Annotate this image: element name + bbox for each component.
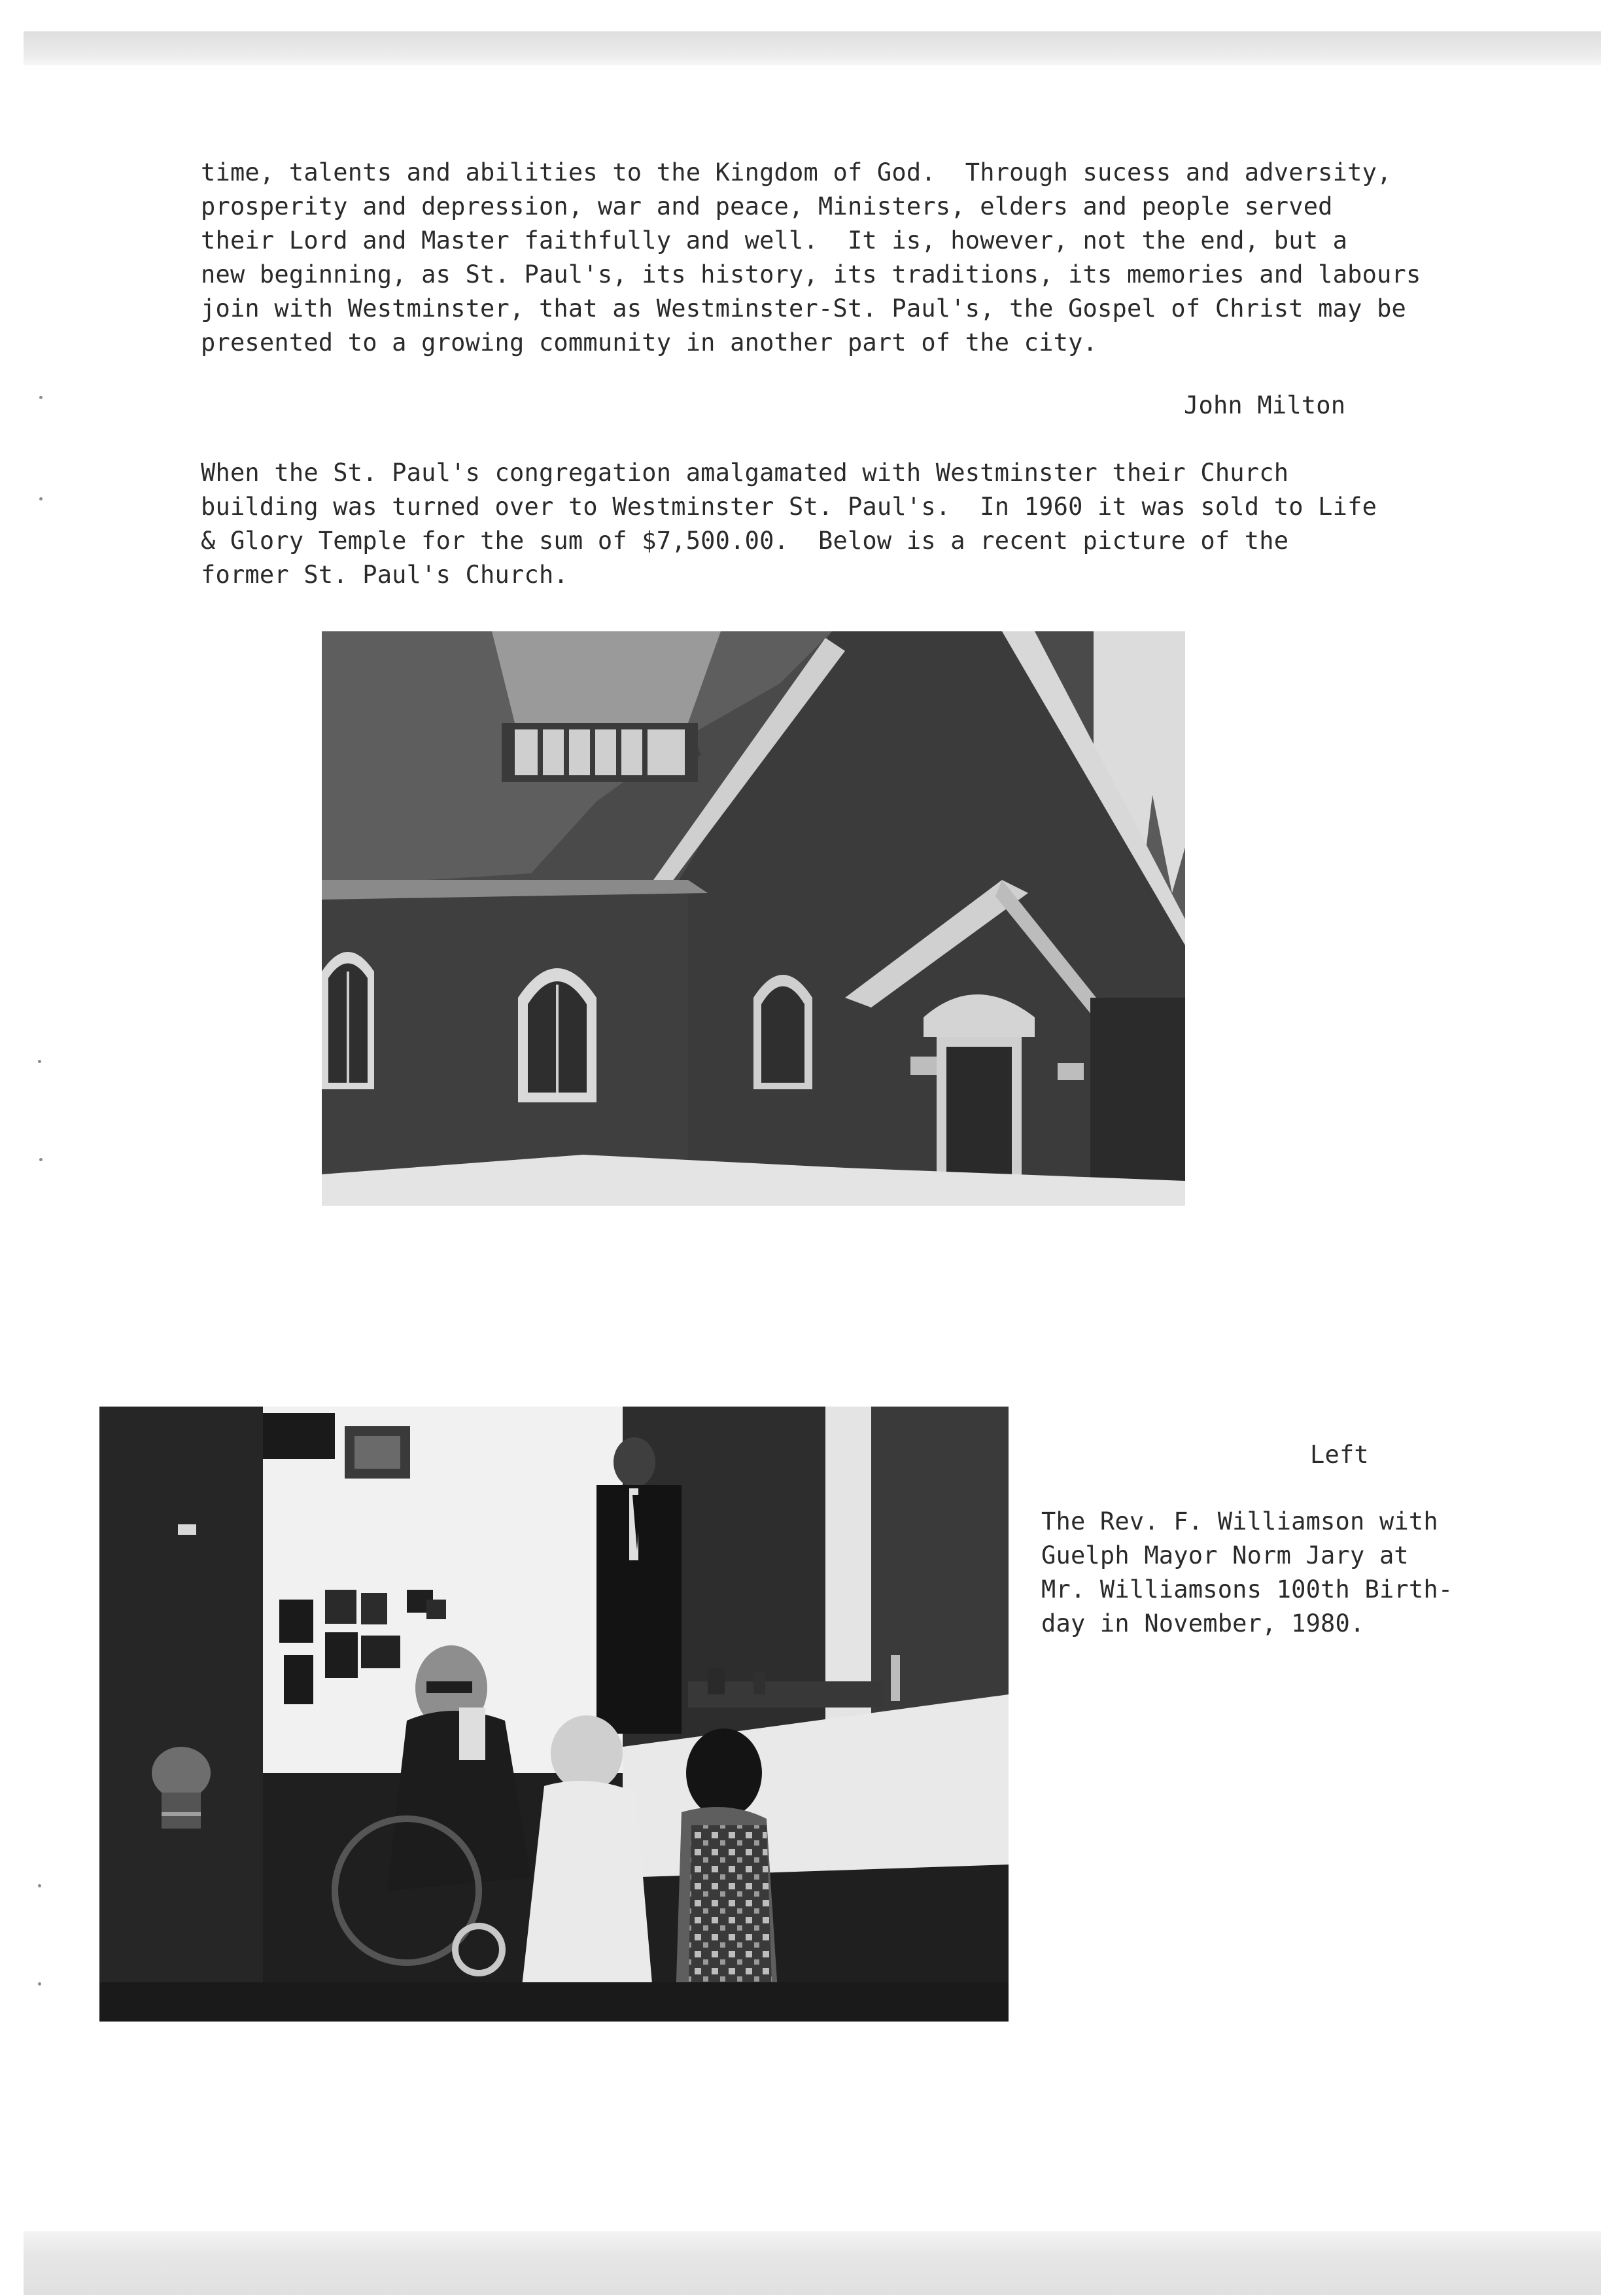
margin-speck — [39, 497, 43, 500]
intro-line: presented to a growing community in another part of the city. — [201, 328, 1098, 357]
photo-caption — [1041, 1505, 1453, 1641]
margin-speck — [38, 1884, 41, 1887]
sale-line: former St. Paul's Church. — [201, 561, 568, 589]
intro-line: join with Westminster, that as Westminster-St. Paul's, the Gospel of Christ may be — [201, 294, 1407, 323]
sale-line: & Glory Temple for the sum of $7,500.00. Below is a recent picture of the — [201, 527, 1289, 555]
scan-edge-top — [24, 31, 1601, 65]
photo-caption-heading: Left — [1310, 1441, 1369, 1469]
scan-edge-bottom — [24, 2231, 1601, 2295]
margin-speck — [39, 1158, 43, 1161]
caption-line: Guelph Mayor Norm Jary at — [1041, 1541, 1409, 1569]
sale-line: building was turned over to Westminster St. Paul's. In 1960 it was sold to Life — [201, 493, 1377, 521]
sale-line: When the St. Paul's congregation amalgamated with Westminster their Church — [201, 459, 1289, 487]
author-signature: John Milton — [1184, 391, 1346, 419]
intro-line: time, talents and abilities to the Kingdom of God. Through sucess and adversity, — [201, 158, 1392, 186]
church-photo — [322, 631, 1185, 1206]
intro-line: prosperity and depression, war and peace, Ministers, elders and people served — [201, 192, 1333, 220]
sale-paragraph — [201, 456, 1377, 592]
caption-line: The Rev. F. Williamson with — [1041, 1507, 1438, 1535]
intro-paragraph — [201, 156, 1421, 360]
caption-line: Mr. Williamsons 100th Birth- — [1041, 1575, 1453, 1603]
margin-speck — [38, 1060, 41, 1063]
margin-speck — [38, 1982, 41, 1986]
birthday-photo — [99, 1407, 1009, 2022]
intro-line: new beginning, as St. Paul's, its history, its traditions, its memories and labours — [201, 260, 1421, 289]
margin-speck — [39, 396, 43, 399]
intro-line: their Lord and Master faithfully and well. It is, however, not the end, but a — [201, 226, 1348, 254]
caption-line: day in November, 1980. — [1041, 1609, 1365, 1638]
